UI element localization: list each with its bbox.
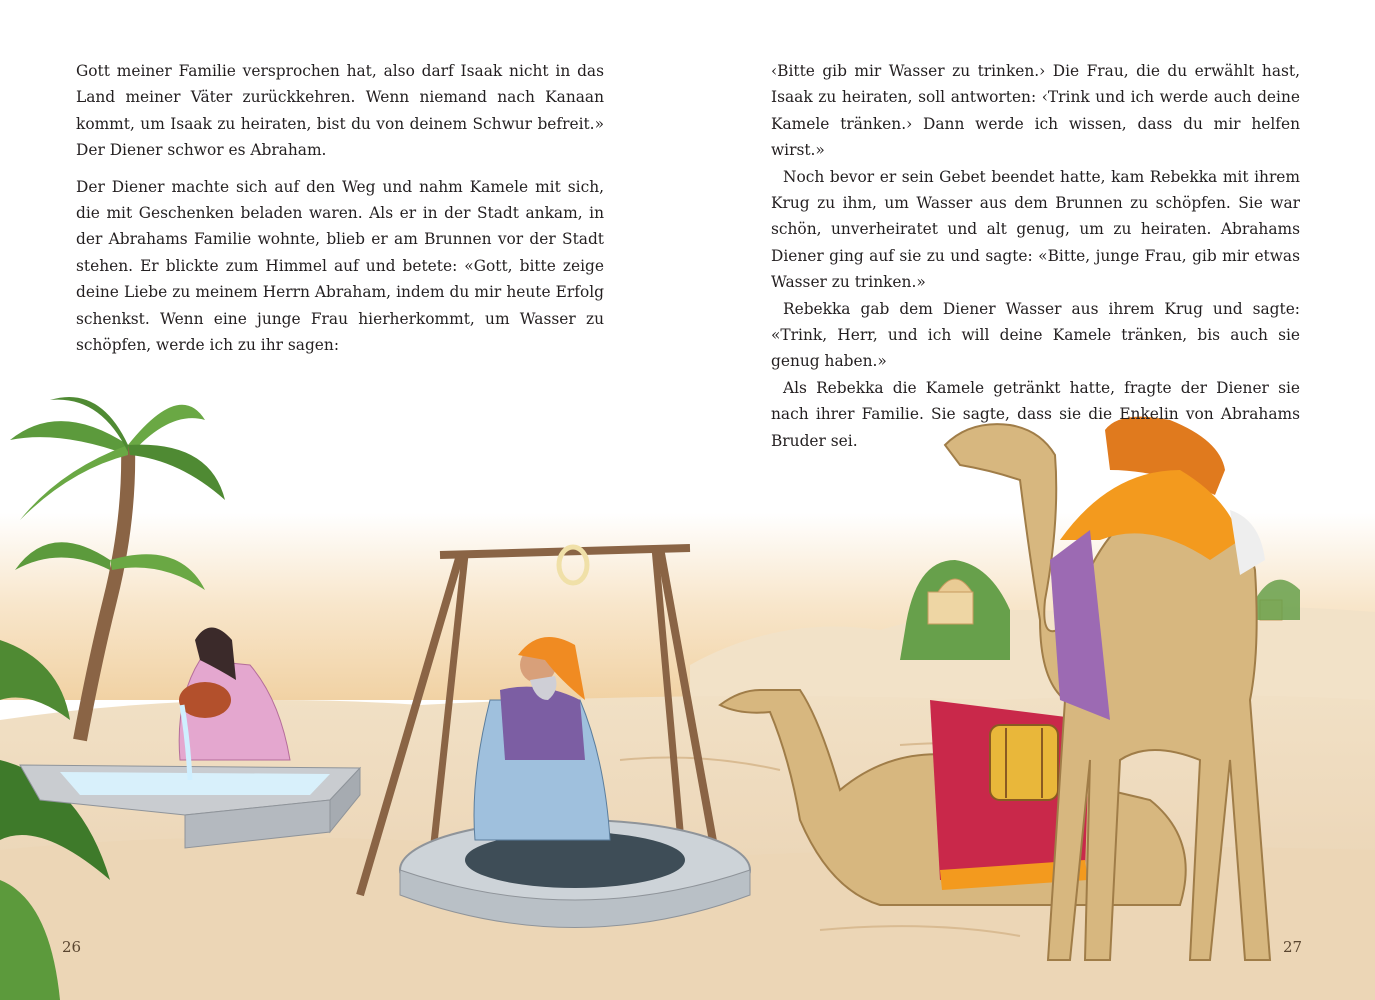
right-paragraph-4: Als Rebekka die Kamele getränkt hatte, fragte der Diener sie nach ihrer Familie. Sie sagte, dass sie die Enkelin von Abrahams Bruder sei.: [771, 378, 1300, 450]
left-paragraph-2: Der Diener machte sich auf den Weg und nahm Kamele mit sich, die mit Geschenken beladen waren. Als er in der Stadt ankam, in der Abrahams Familie wohnte, blieb er am Brunnen vor der Stadt stehen. Er blickte zum Himmel auf und betete: «Gott, bitte zeige deine Liebe zu meinem Herrn Abraham, indem du mir heute Erfolg schenkst. Wenn eine junge Frau hierherkommt, um Wasser zu schöpfen, werde ich zu ihr sagen:: [76, 177, 604, 355]
right-paragraph-3: Rebekka gab dem Diener Wasser aus ihrem Krug und sagte: «Trink, Herr, und ich will deine Kamele tränken, bis auch sie genug haben.»: [771, 299, 1300, 371]
right-paragraph-2: Noch bevor er sein Gebet beendet hatte, kam Rebekka mit ihrem Krug zu ihm, um Wasser aus dem Brunnen zu schöpfen. Sie war schön, unverheiratet und alt genug, um zu heiraten. Abrahams Diener ging auf sie zu und sagte: «Bitte, junge Frau, gib mir etwas Wasser zu trinken.»: [771, 167, 1300, 292]
right-page-number: 27: [1283, 938, 1303, 956]
left-page-text: [76, 58, 604, 358]
left-paragraph-1: Gott meiner Familie versprochen hat, also darf Isaak nicht in das Land meiner Väter zurückkehren. Wenn niemand nach Kanaan kommt, um Isaak zu heiraten, bist du von deinem Schwur befreit.» Der Diener schwor es Abraham.: [76, 62, 604, 160]
left-page-number: 26: [62, 938, 82, 956]
right-page-text: [771, 58, 1300, 454]
right-paragraph-1: ‹Bitte gib mir Wasser zu trinken.› Die Frau, die du erwählt hast, Isaak zu heiraten, soll antworten: ‹Trink und ich werde auch deine Kamele tränken.› Dann werde ich wissen, dass du mir helfen wirst.»: [771, 62, 1300, 160]
